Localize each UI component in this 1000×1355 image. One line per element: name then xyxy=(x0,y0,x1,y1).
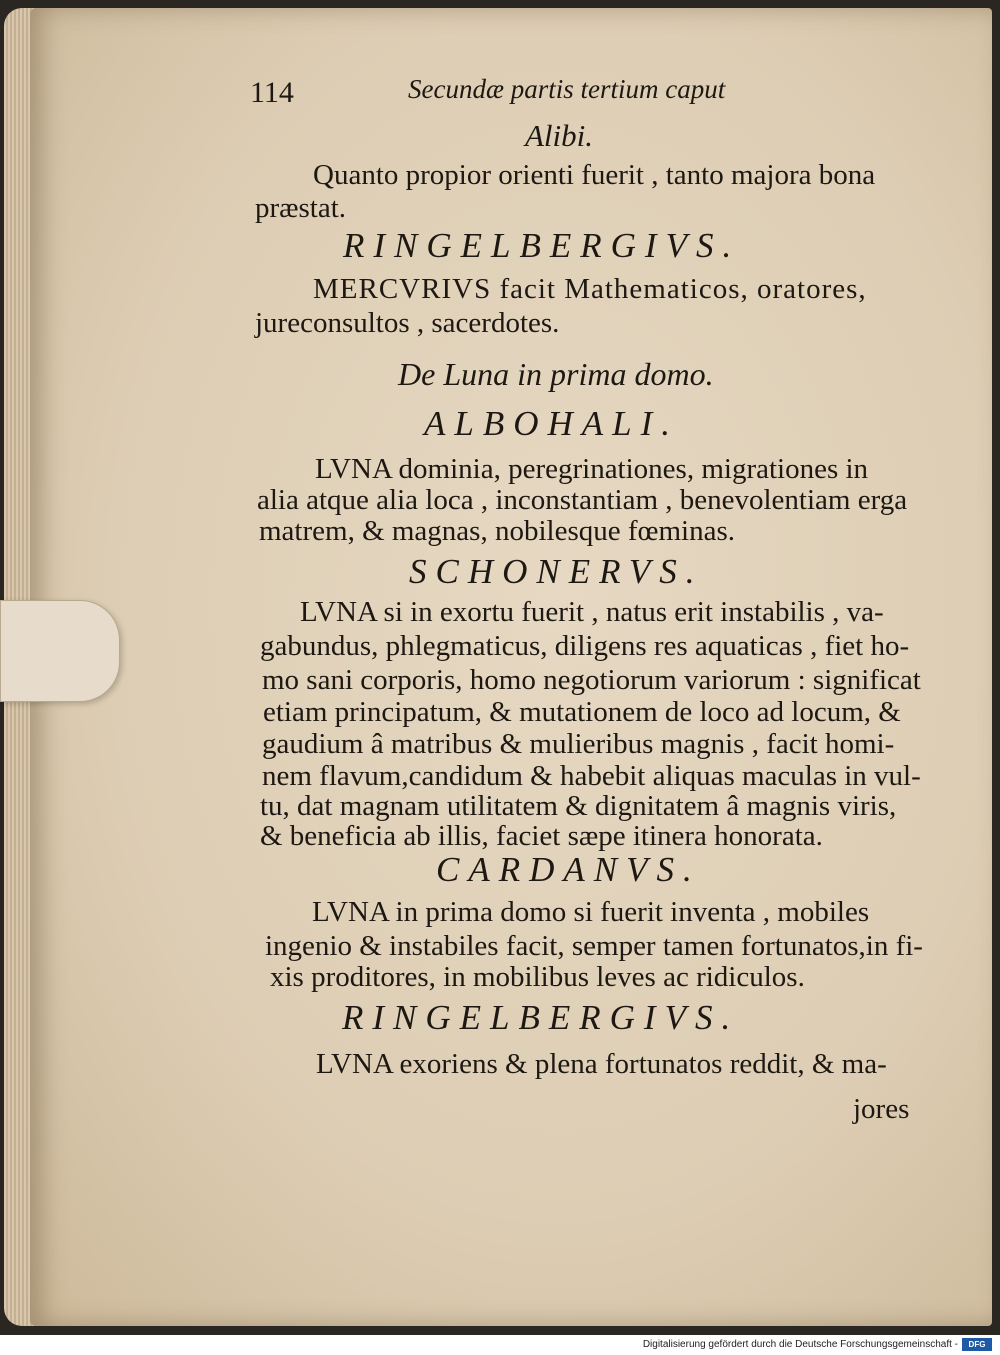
funding-credit: Digitalisierung gefördert durch die Deutsche Forschungsgemeinschaft - xyxy=(642,1339,958,1350)
text-line: LVNA exoriens & plena fortunatos reddit, & ma- xyxy=(316,1048,887,1080)
text-line: mo sani corporis, homo negotiorum variorum : significat xyxy=(262,664,921,696)
text-line: MERCVRIVS facit Mathematicos, oratores, xyxy=(313,273,867,305)
text-line: tu, dat magnam utilitatem & dignitatem â magnis viris, xyxy=(260,790,897,822)
text-line: gaudium â matribus & mulieribus magnis , facit homi- xyxy=(262,728,895,760)
text-line: matrem, & magnas, nobilesque fœminas. xyxy=(259,515,735,547)
text-line: LVNA dominia, peregrinationes, migrationes in xyxy=(315,453,869,485)
heading-cardanvs: CARDANVS. xyxy=(436,850,701,889)
text-line: alia atque alia loca , inconstantiam , benevolentiam erga xyxy=(257,484,908,516)
heading-albohali: ALBOHALI. xyxy=(424,404,680,443)
text-line: nem flavum,candidum & habebit aliquas maculas in vul- xyxy=(262,760,921,792)
text-line: ingenio & instabiles facit, semper tamen fortunatos,in fi- xyxy=(265,930,923,962)
text-line: etiam principatum, & mutationem de loco ad locum, & xyxy=(263,696,901,728)
digitization-footer xyxy=(0,1335,1000,1355)
heading-ringelbergius-2: RINGELBERGIVS. xyxy=(342,998,740,1037)
section-heading: De Luna in prima domo. xyxy=(398,356,714,392)
text-line: gabundus, phlegmaticus, diligens res aquaticas , fiet ho- xyxy=(260,630,910,662)
page-number: 114 xyxy=(250,76,294,109)
running-title: Secundæ partis tertium caput xyxy=(408,74,726,104)
text-line: & beneficia ab illis, faciet sæpe itinera honorata. xyxy=(260,820,823,852)
text-line: LVNA in prima domo si fuerit inventa , mobiles xyxy=(312,896,870,928)
heading-alibi: Alibi. xyxy=(525,118,594,153)
text-line: præstat. xyxy=(255,192,347,224)
text-line: xis proditores, in mobilibus leves ac ridiculos. xyxy=(270,961,805,993)
text-line: jureconsultos , sacerdotes. xyxy=(255,307,560,339)
heading-ringelbergius: RINGELBERGIVS. xyxy=(343,226,741,265)
dfg-logo: DFG xyxy=(962,1338,992,1351)
text-line: Quanto propior orienti fuerit , tanto majora bona xyxy=(313,159,876,191)
heading-schonervs: SCHONERVS. xyxy=(409,552,704,591)
catchword: jores xyxy=(853,1093,910,1125)
text-line: LVNA si in exortu fuerit , natus erit instabilis , va- xyxy=(300,596,884,628)
